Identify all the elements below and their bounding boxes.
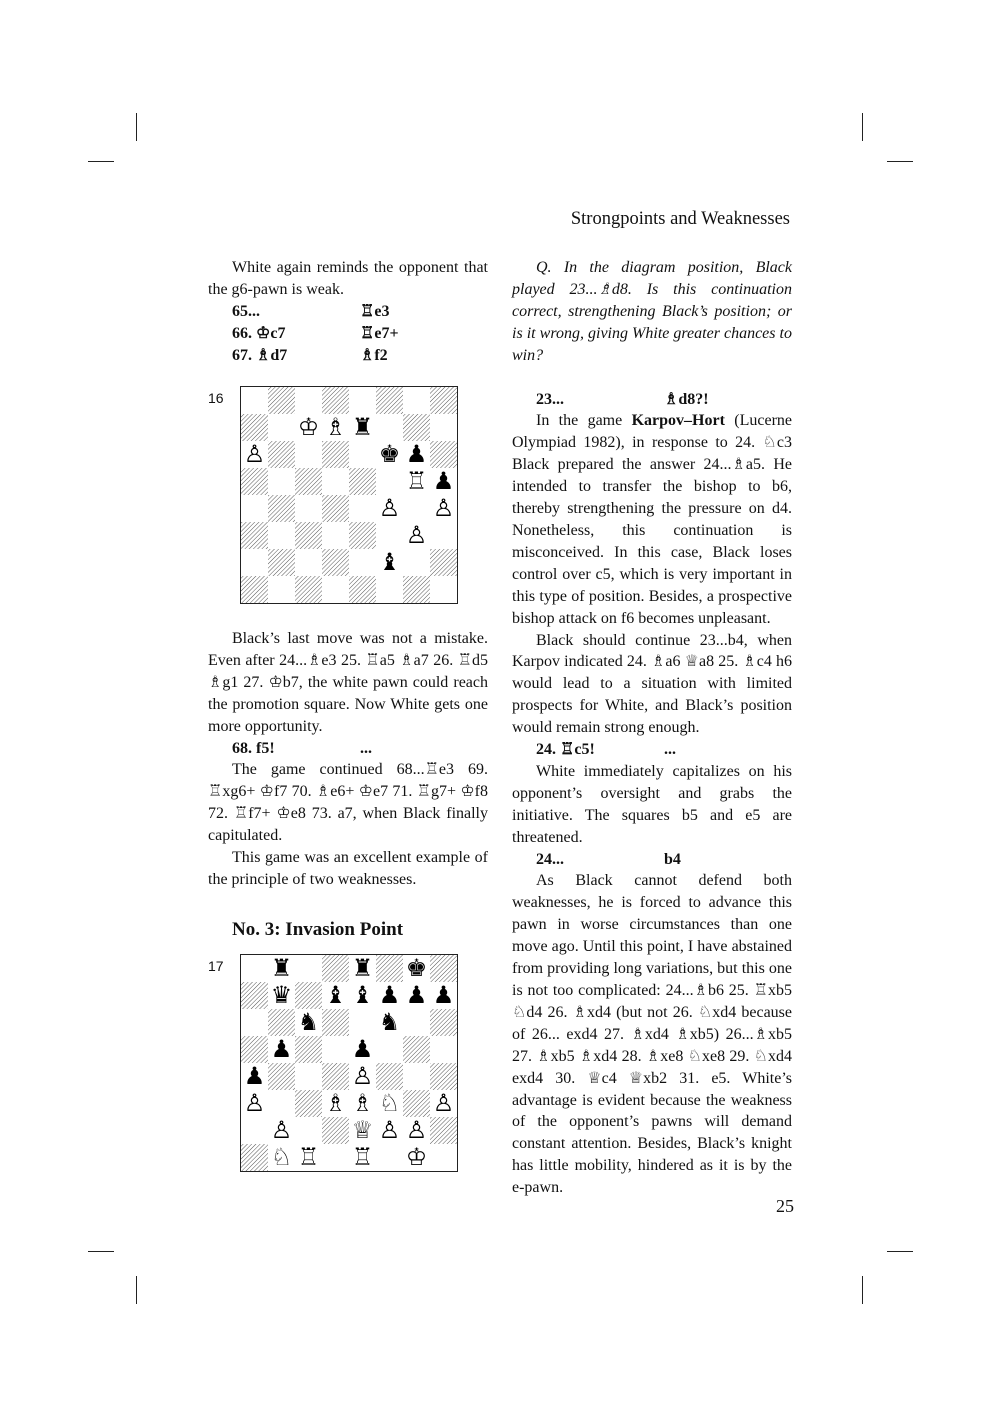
chess-piece: ♖ bbox=[403, 468, 430, 495]
chess-piece: ♞ bbox=[376, 1009, 403, 1036]
dark-square bbox=[349, 576, 376, 603]
text: (Lucerne Olympiad 1982), in response to 24. ♘c3 Black prepared the answer 24...♗a5. He intended to transfer the bishop to b6, thereby strengthening the pressure on d4. Nonetheless, this continuation is misconceived. In this case, Black loses control over c5, which is very important in this type of position. Besides, a prospective bishop attack on f6 becomes unpleasant. bbox=[512, 412, 792, 627]
light-square bbox=[295, 955, 322, 982]
dark-square bbox=[322, 495, 349, 522]
light-square bbox=[241, 1009, 268, 1036]
dark-square bbox=[322, 1009, 349, 1036]
light-square bbox=[430, 522, 457, 549]
dark-square bbox=[322, 1117, 349, 1144]
dark-square bbox=[430, 1063, 457, 1090]
dark-square bbox=[268, 1063, 295, 1090]
move-line bbox=[208, 738, 488, 760]
crop-mark bbox=[136, 1276, 137, 1304]
black-move: ♗f2 bbox=[360, 346, 388, 364]
dark-square bbox=[241, 1144, 268, 1171]
chess-piece: ♘ bbox=[376, 1090, 403, 1117]
chess-piece: ♞ bbox=[295, 1009, 322, 1036]
dark-square bbox=[376, 387, 403, 414]
paragraph: Black should continue 23...b4, when Karpov indicated 24. ♗a6 ♕a8 25. ♗c4 h6 would lead to a situation with limited prospects for White, and Black’s position would remain strong enough. bbox=[512, 631, 792, 737]
move-line bbox=[512, 389, 792, 411]
dark-square bbox=[322, 387, 349, 414]
dark-square bbox=[430, 1009, 457, 1036]
diagram-number: 17 bbox=[208, 958, 224, 974]
dark-square bbox=[376, 955, 403, 982]
right-column bbox=[512, 257, 792, 1199]
light-square bbox=[349, 1009, 376, 1036]
chess-piece: ♟ bbox=[349, 1036, 376, 1063]
light-square bbox=[268, 522, 295, 549]
light-square bbox=[349, 441, 376, 468]
dark-square bbox=[241, 982, 268, 1009]
light-square bbox=[403, 387, 430, 414]
white-move: 66. ♔c7 bbox=[232, 324, 286, 342]
dark-square bbox=[295, 1090, 322, 1117]
chess-piece: ♙ bbox=[376, 495, 403, 522]
paragraph: The game continued 68...♖e3 69. ♖xg6+ ♔f7 70. ♗e6+ ♔e7 71. ♖g7+ ♔f8 72. ♖f7+ ♔e8 73. a7, when Black finally capitulated. bbox=[208, 761, 488, 845]
paragraph: As Black cannot defend both weaknesses, he is forced to advance this pawn in worse circumstances than one move ago. Until this point, I have abstained from providing long variations, but this one is not too complicated: 24...♗b6 25. ♖xb5 ♘d4 26. ♗xd4 (but not 26. ♘xd4 because of 26... exd4 27. ♗xd4 ♗xb5) 26...♗xb5 27. ♗xb5 ♗xd4 28. ♗xe8 ♘xe8 29. ♘xd4 exd4 30. ♕c4 ♕xb2 31. e5. White’s advantage is evident because the weakness of the opponent’s pawns will demand constant attention. Besides, Black’s knight has little mobility, hindered as it is by the e-pawn. bbox=[512, 872, 792, 1197]
dark-square bbox=[268, 1009, 295, 1036]
light-square bbox=[376, 468, 403, 495]
chess-diagram-16 bbox=[208, 386, 458, 604]
chess-piece: ♗ bbox=[349, 1090, 376, 1117]
light-square bbox=[322, 576, 349, 603]
chess-diagram-17 bbox=[208, 954, 458, 1172]
dark-square bbox=[241, 576, 268, 603]
light-square bbox=[295, 549, 322, 576]
chess-board bbox=[240, 386, 458, 604]
chess-piece: ♖ bbox=[295, 1144, 322, 1171]
chess-piece: ♟ bbox=[403, 441, 430, 468]
dark-square bbox=[268, 549, 295, 576]
dark-square bbox=[322, 441, 349, 468]
chess-piece: ♚ bbox=[403, 955, 430, 982]
chess-piece: ♙ bbox=[430, 495, 457, 522]
dark-square bbox=[322, 955, 349, 982]
chess-piece: ♜ bbox=[268, 955, 295, 982]
light-square bbox=[430, 576, 457, 603]
light-square bbox=[241, 549, 268, 576]
page-number: 25 bbox=[776, 1196, 794, 1216]
black-move: ♖e3 bbox=[360, 302, 390, 320]
chess-piece: ♙ bbox=[376, 1117, 403, 1144]
light-square bbox=[241, 1117, 268, 1144]
chess-piece: ♙ bbox=[241, 441, 268, 468]
light-square bbox=[430, 1036, 457, 1063]
black-move: ... bbox=[360, 739, 372, 757]
dark-square bbox=[268, 495, 295, 522]
left-column-top bbox=[208, 257, 488, 367]
paragraph: This game was an excellent example of the principle of two weaknesses. bbox=[208, 849, 488, 888]
chess-piece: ♙ bbox=[349, 1063, 376, 1090]
light-square bbox=[349, 495, 376, 522]
paragraph: White immediately capitalizes on his opponent’s oversight and grabs the initiative. The squares b5 and e5 are threatened. bbox=[512, 762, 792, 846]
light-square bbox=[430, 414, 457, 441]
chess-piece: ♝ bbox=[349, 982, 376, 1009]
dark-square bbox=[403, 1036, 430, 1063]
crop-mark bbox=[862, 113, 863, 141]
paragraph: Black’s last move was not a mistake. Even after 24...♗e3 25. ♖a5 ♗a7 26. ♖d5 ♗g1 27. ♔b7, the white pawn could reach the promotion square. Now White gets one more opportunity. bbox=[208, 630, 488, 735]
crop-mark bbox=[887, 161, 913, 162]
light-square bbox=[322, 1036, 349, 1063]
light-square bbox=[376, 1036, 403, 1063]
chess-piece: ♟ bbox=[376, 982, 403, 1009]
chess-piece: ♟ bbox=[430, 468, 457, 495]
question: Q. In the diagram position, Black played 23...♗d8. Is this continuation correct, strengthening Black’s position; or is it wrong, giving White greater chances to win? bbox=[512, 259, 792, 364]
crop-mark bbox=[862, 1276, 863, 1304]
black-move: ... bbox=[664, 741, 676, 759]
black-move: ♖e7+ bbox=[360, 324, 399, 342]
light-square bbox=[403, 1009, 430, 1036]
chess-piece: ♙ bbox=[241, 1090, 268, 1117]
chess-piece: ♖ bbox=[349, 1144, 376, 1171]
left-column-middle bbox=[208, 628, 488, 941]
move-line bbox=[512, 739, 792, 761]
white-move: 23... bbox=[536, 390, 564, 408]
move-line bbox=[208, 345, 488, 367]
light-square bbox=[376, 576, 403, 603]
light-square bbox=[295, 495, 322, 522]
dark-square bbox=[376, 1063, 403, 1090]
dark-square bbox=[430, 955, 457, 982]
chess-piece: ♜ bbox=[349, 955, 376, 982]
white-move: 24. ♖c5! bbox=[536, 741, 595, 759]
light-square bbox=[295, 387, 322, 414]
diagram-number: 16 bbox=[208, 390, 224, 406]
dark-square bbox=[241, 522, 268, 549]
move-line bbox=[512, 849, 792, 871]
chess-piece: ♙ bbox=[403, 522, 430, 549]
light-square bbox=[268, 1090, 295, 1117]
light-square bbox=[268, 468, 295, 495]
dark-square bbox=[322, 549, 349, 576]
light-square bbox=[322, 522, 349, 549]
dark-square bbox=[295, 576, 322, 603]
white-move: 65... bbox=[232, 302, 260, 320]
dark-square bbox=[349, 522, 376, 549]
chess-piece: ♙ bbox=[268, 1117, 295, 1144]
light-square bbox=[376, 522, 403, 549]
dark-square bbox=[349, 468, 376, 495]
chess-piece: ♝ bbox=[322, 982, 349, 1009]
crop-mark bbox=[136, 113, 137, 141]
chess-board bbox=[240, 954, 458, 1172]
light-square bbox=[268, 576, 295, 603]
chess-piece: ♟ bbox=[430, 982, 457, 1009]
light-square bbox=[268, 414, 295, 441]
section-heading: No. 3: Invasion Point bbox=[232, 918, 404, 940]
dark-square bbox=[268, 387, 295, 414]
chess-piece: ♙ bbox=[430, 1090, 457, 1117]
dark-square bbox=[241, 468, 268, 495]
chess-piece: ♙ bbox=[403, 1117, 430, 1144]
crop-mark bbox=[88, 1251, 114, 1252]
light-square bbox=[241, 955, 268, 982]
chess-piece: ♟ bbox=[241, 1063, 268, 1090]
chess-piece: ♔ bbox=[403, 1144, 430, 1171]
dark-square bbox=[403, 414, 430, 441]
light-square bbox=[349, 387, 376, 414]
dark-square bbox=[430, 387, 457, 414]
light-square bbox=[241, 495, 268, 522]
dark-square bbox=[295, 982, 322, 1009]
white-move: 68. f5! bbox=[232, 739, 275, 757]
paragraph: White again reminds the opponent that the g6-pawn is weak. bbox=[208, 259, 488, 298]
dark-square bbox=[430, 549, 457, 576]
move-line bbox=[208, 301, 488, 323]
chess-piece: ♗ bbox=[322, 414, 349, 441]
game-reference: Karpov–Hort bbox=[631, 412, 725, 430]
light-square bbox=[349, 549, 376, 576]
paragraph bbox=[512, 410, 792, 629]
dark-square bbox=[430, 1117, 457, 1144]
move-line bbox=[208, 323, 488, 345]
dark-square bbox=[430, 441, 457, 468]
crop-mark bbox=[88, 161, 114, 162]
chess-piece: ♚ bbox=[376, 441, 403, 468]
dark-square bbox=[403, 1090, 430, 1117]
chess-piece: ♔ bbox=[295, 414, 322, 441]
dark-square bbox=[322, 1063, 349, 1090]
chess-piece: ♟ bbox=[403, 982, 430, 1009]
chess-piece: ♗ bbox=[322, 1090, 349, 1117]
light-square bbox=[295, 441, 322, 468]
crop-mark bbox=[887, 1251, 913, 1252]
text: In the game bbox=[536, 412, 632, 430]
light-square bbox=[403, 495, 430, 522]
white-move: 24... bbox=[536, 850, 564, 868]
chess-piece: ♛ bbox=[268, 982, 295, 1009]
dark-square bbox=[403, 576, 430, 603]
chess-piece: ♘ bbox=[268, 1144, 295, 1171]
light-square bbox=[430, 1144, 457, 1171]
light-square bbox=[376, 414, 403, 441]
light-square bbox=[403, 1063, 430, 1090]
light-square bbox=[322, 1144, 349, 1171]
dark-square bbox=[268, 441, 295, 468]
dark-square bbox=[295, 522, 322, 549]
chess-piece: ♕ bbox=[349, 1117, 376, 1144]
dark-square bbox=[241, 1036, 268, 1063]
light-square bbox=[295, 1117, 322, 1144]
chess-piece: ♟ bbox=[268, 1036, 295, 1063]
chess-piece: ♝ bbox=[376, 549, 403, 576]
black-move: b4 bbox=[664, 850, 681, 868]
light-square bbox=[295, 1063, 322, 1090]
running-head: Strongpoints and Weaknesses bbox=[570, 209, 790, 229]
black-move: ♗d8?! bbox=[664, 390, 709, 408]
light-square bbox=[322, 468, 349, 495]
chess-piece: ♜ bbox=[349, 414, 376, 441]
light-square bbox=[403, 549, 430, 576]
light-square bbox=[241, 387, 268, 414]
dark-square bbox=[295, 468, 322, 495]
light-square bbox=[376, 1144, 403, 1171]
dark-square bbox=[241, 414, 268, 441]
dark-square bbox=[295, 1036, 322, 1063]
white-move: 67. ♗d7 bbox=[232, 346, 288, 364]
